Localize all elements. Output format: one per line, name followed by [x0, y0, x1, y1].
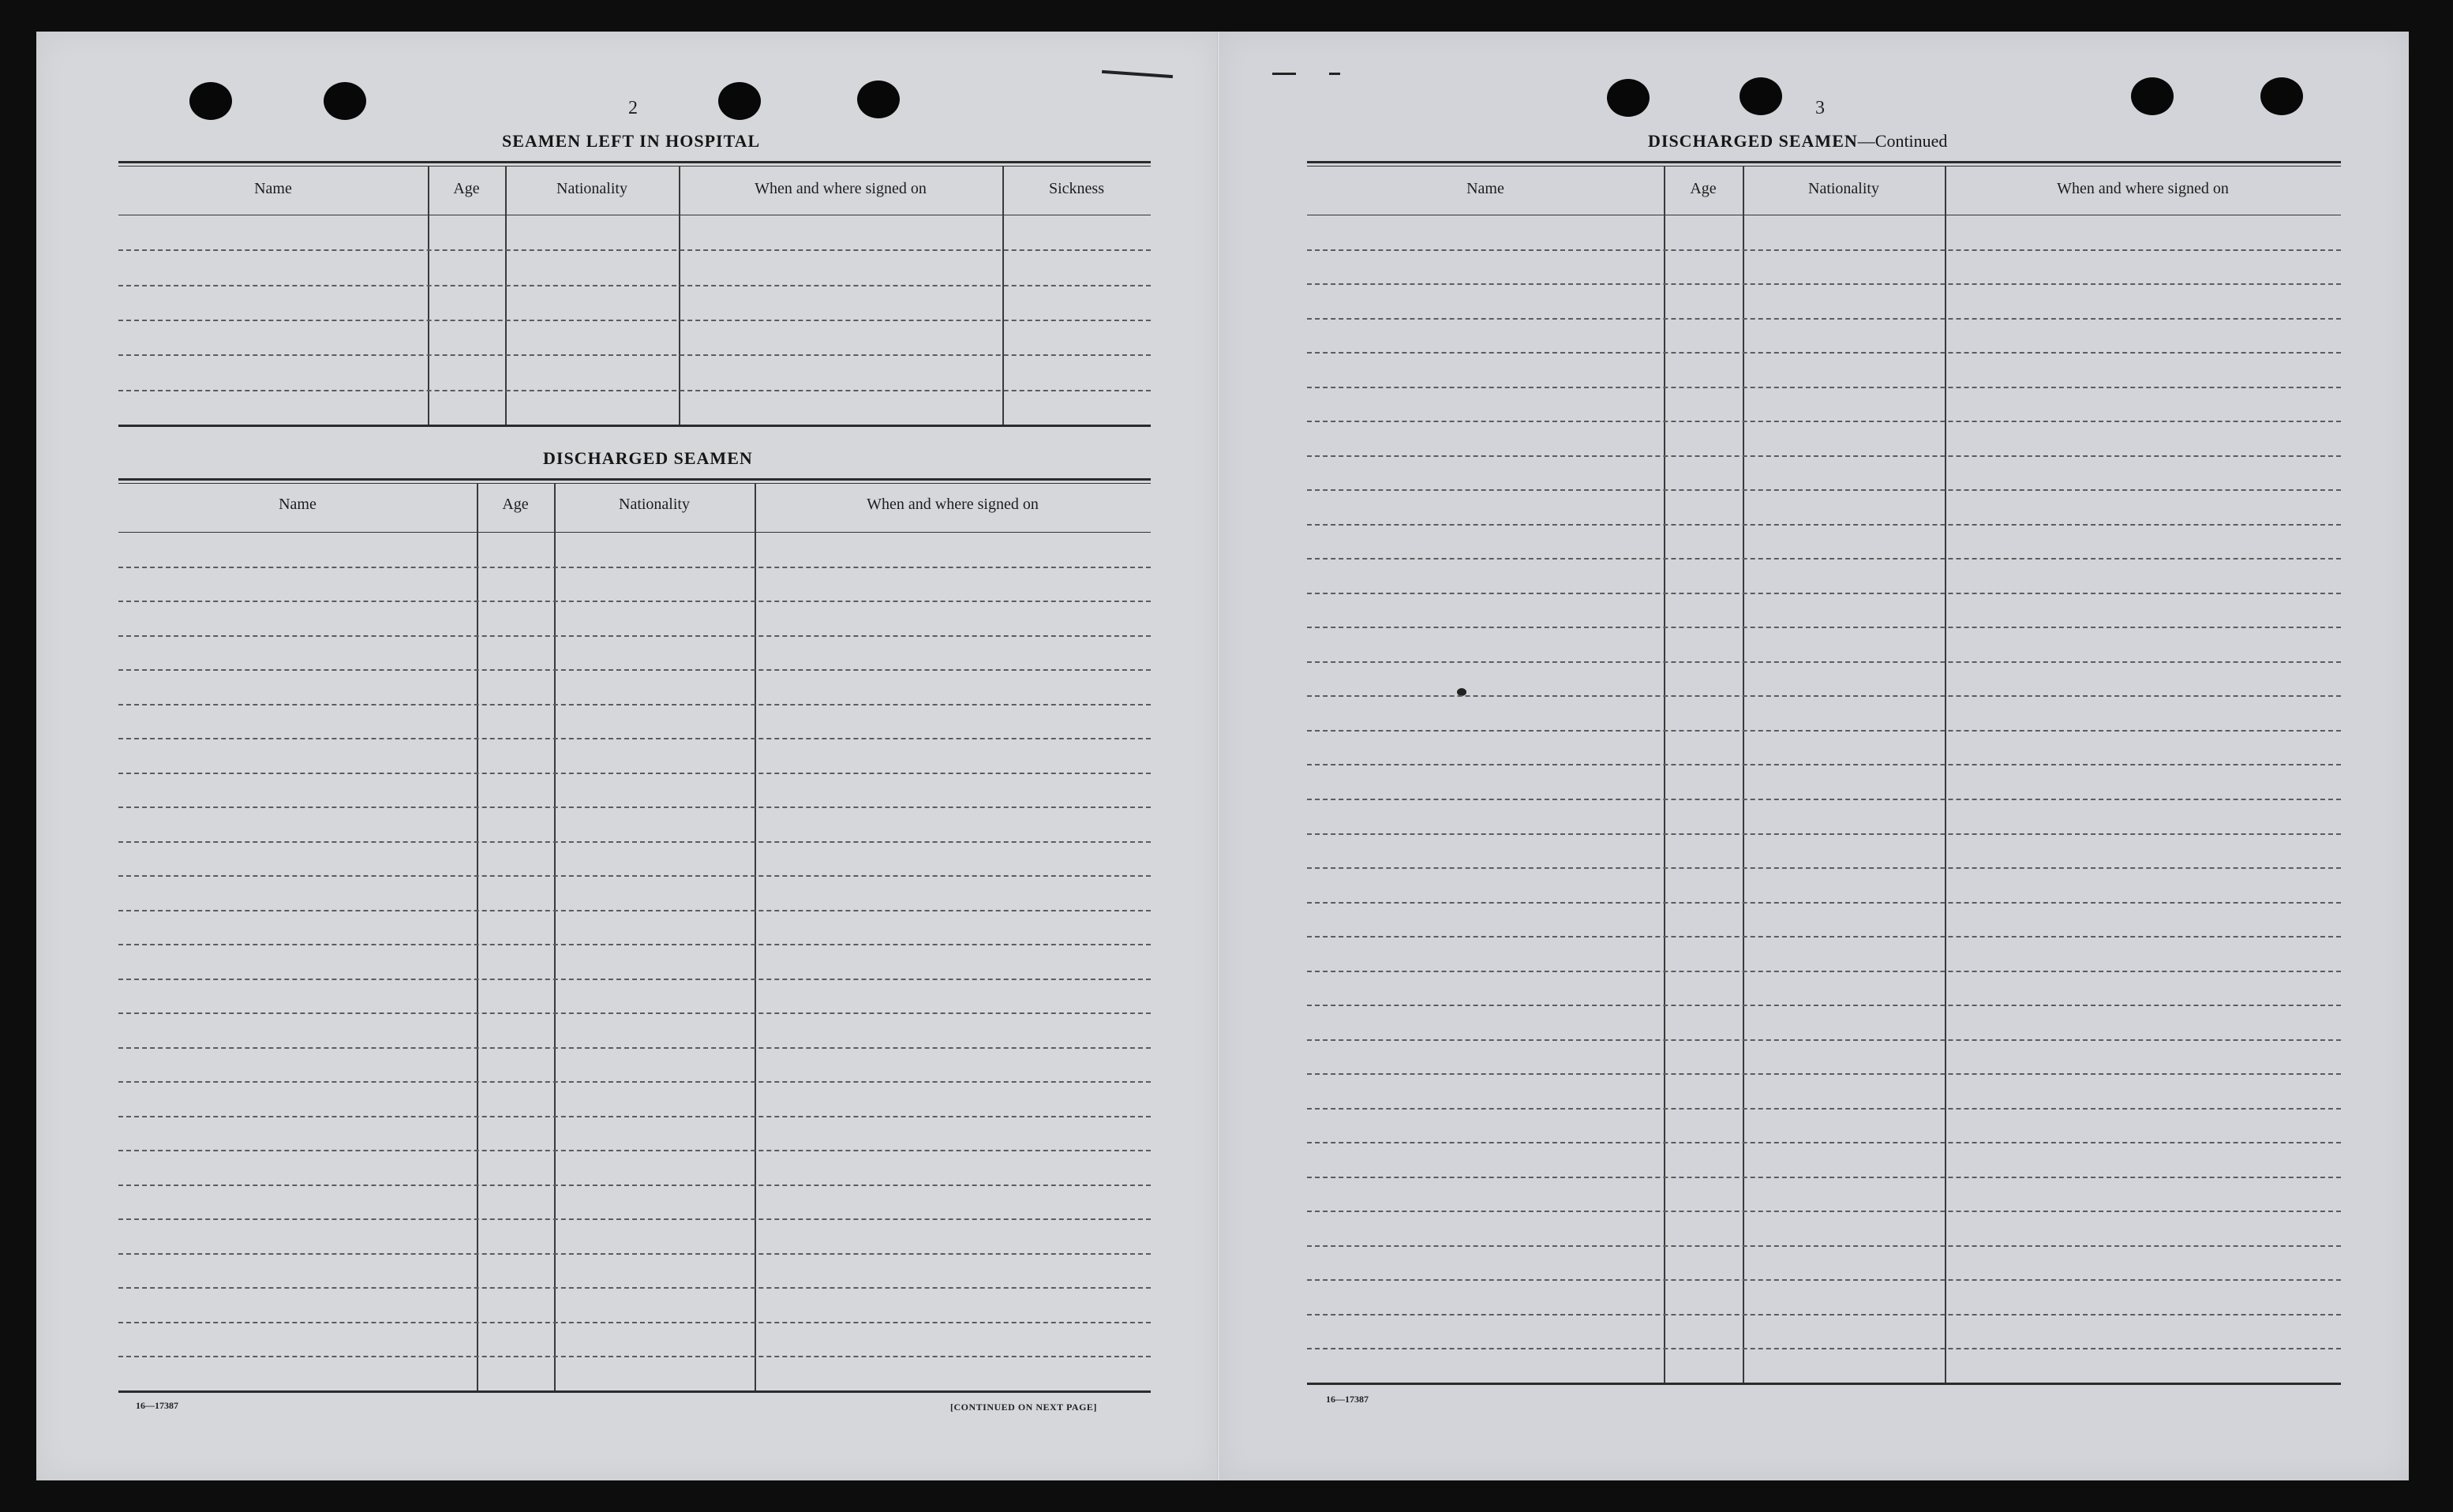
entry-line — [1307, 1245, 2341, 1247]
entry-line — [118, 567, 1151, 568]
punch-hole — [857, 80, 900, 118]
entry-line — [1307, 524, 2341, 526]
table-top-rule-inner — [1307, 166, 2341, 167]
entry-line — [118, 669, 1151, 671]
column-header-when-and-where-signed-on: When and where signed on — [867, 496, 1039, 513]
entry-line — [118, 944, 1151, 945]
entry-line — [1307, 455, 2341, 457]
punch-hole — [189, 82, 232, 120]
entry-line — [118, 979, 1151, 980]
entry-line — [118, 704, 1151, 705]
discharged-section-title: DISCHARGED SEAMEN — [543, 448, 753, 468]
entry-line — [118, 1150, 1151, 1151]
entry-line — [118, 249, 1151, 251]
entry-line — [1307, 1005, 2341, 1006]
column-header-nationality: Nationality — [556, 180, 627, 197]
discharged-continued-title-main: DISCHARGED SEAMEN — [1648, 131, 1858, 151]
column-header-name: Name — [254, 180, 292, 197]
entry-line — [118, 1116, 1151, 1117]
entry-line — [118, 1253, 1151, 1255]
entry-line — [1307, 1108, 2341, 1110]
entry-line — [118, 875, 1151, 877]
entry-line — [1307, 1279, 2341, 1281]
column-header-nationality: Nationality — [619, 496, 690, 513]
entry-line — [1307, 593, 2341, 594]
entry-line — [1307, 695, 2341, 697]
entry-line — [1307, 387, 2341, 388]
entry-line — [1307, 971, 2341, 972]
entry-line — [118, 807, 1151, 808]
entry-line — [1307, 799, 2341, 800]
column-divider — [1743, 166, 1744, 1383]
entry-line — [1307, 661, 2341, 663]
table-bottom-rule — [118, 1390, 1151, 1393]
entry-line — [118, 601, 1151, 602]
column-header-name: Name — [1466, 180, 1504, 197]
discharged-continued-title — [1648, 131, 1947, 152]
column-divider — [1002, 166, 1004, 425]
column-header-age: Age — [453, 180, 480, 197]
punch-hole — [718, 82, 761, 120]
column-header-nationality: Nationality — [1808, 180, 1879, 197]
column-header-when-and-where-signed-on: When and where signed on — [755, 180, 927, 197]
entry-line — [118, 1081, 1151, 1083]
entry-line — [1307, 730, 2341, 732]
column-divider — [1664, 166, 1665, 1383]
entry-line — [118, 1356, 1151, 1357]
entry-line — [1307, 1211, 2341, 1212]
entry-line — [1307, 489, 2341, 491]
entry-line — [118, 1287, 1151, 1289]
entry-line — [118, 390, 1151, 391]
entry-line — [1307, 1039, 2341, 1041]
entry-line — [1307, 1142, 2341, 1143]
form-number: 16—17387 — [136, 1400, 178, 1411]
entry-line — [1307, 352, 2341, 354]
punch-hole — [1607, 79, 1650, 117]
entry-line — [118, 635, 1151, 637]
entry-line — [118, 354, 1151, 356]
entry-line — [118, 1218, 1151, 1220]
entry-line — [118, 320, 1151, 321]
entry-line — [118, 1012, 1151, 1014]
entry-line — [1307, 249, 2341, 251]
punch-hole — [324, 82, 366, 120]
column-header-age: Age — [1690, 180, 1717, 197]
column-divider — [679, 166, 680, 425]
table-bottom-rule — [118, 425, 1151, 427]
column-divider — [505, 166, 507, 425]
title-continued-suffix: —Continued — [1857, 131, 1948, 151]
page-number: 2 — [628, 98, 638, 118]
entry-line — [118, 1185, 1151, 1186]
entry-line — [1307, 1314, 2341, 1316]
punch-hole — [2131, 77, 2174, 115]
entry-line — [1307, 1348, 2341, 1349]
stray-mark — [1272, 73, 1296, 75]
entry-line — [1307, 833, 2341, 835]
table-top-rule-inner — [118, 166, 1151, 167]
column-divider — [1945, 166, 1946, 1383]
entry-line — [118, 738, 1151, 739]
stray-mark — [1329, 73, 1340, 75]
table-top-rule — [118, 161, 1151, 163]
center-fold — [1217, 32, 1220, 1480]
page-number: 3 — [1815, 98, 1825, 118]
entry-line — [118, 773, 1151, 774]
column-header-when-and-where-signed-on: When and where signed on — [2057, 180, 2229, 197]
table-top-rule — [118, 478, 1151, 481]
column-divider — [428, 166, 429, 425]
entry-line — [118, 910, 1151, 911]
table-bottom-rule — [1307, 1383, 2341, 1385]
entry-line — [118, 841, 1151, 843]
column-header-sickness: Sickness — [1049, 180, 1104, 197]
continued-note: [CONTINUED ON NEXT PAGE] — [950, 1402, 1097, 1413]
entry-line — [1307, 283, 2341, 285]
entry-line — [1307, 1177, 2341, 1178]
column-header-age: Age — [502, 496, 529, 513]
table-header-rule — [118, 532, 1151, 533]
punch-hole — [1740, 77, 1782, 115]
entry-line — [1307, 902, 2341, 904]
column-header-name: Name — [279, 496, 316, 513]
entry-line — [1307, 867, 2341, 869]
entry-line — [1307, 627, 2341, 628]
entry-line — [118, 285, 1151, 286]
entry-line — [1307, 1073, 2341, 1075]
entry-line — [1307, 764, 2341, 765]
entry-line — [1307, 421, 2341, 422]
punch-hole — [2260, 77, 2303, 115]
entry-line — [1307, 558, 2341, 560]
entry-line — [118, 1322, 1151, 1323]
hospital-section-title: SEAMEN LEFT IN HOSPITAL — [502, 131, 761, 151]
entry-line — [1307, 318, 2341, 320]
table-top-rule-inner — [118, 483, 1151, 484]
entry-line — [118, 1047, 1151, 1049]
form-number: 16—17387 — [1326, 1394, 1369, 1405]
entry-line — [1307, 936, 2341, 938]
table-top-rule — [1307, 161, 2341, 163]
